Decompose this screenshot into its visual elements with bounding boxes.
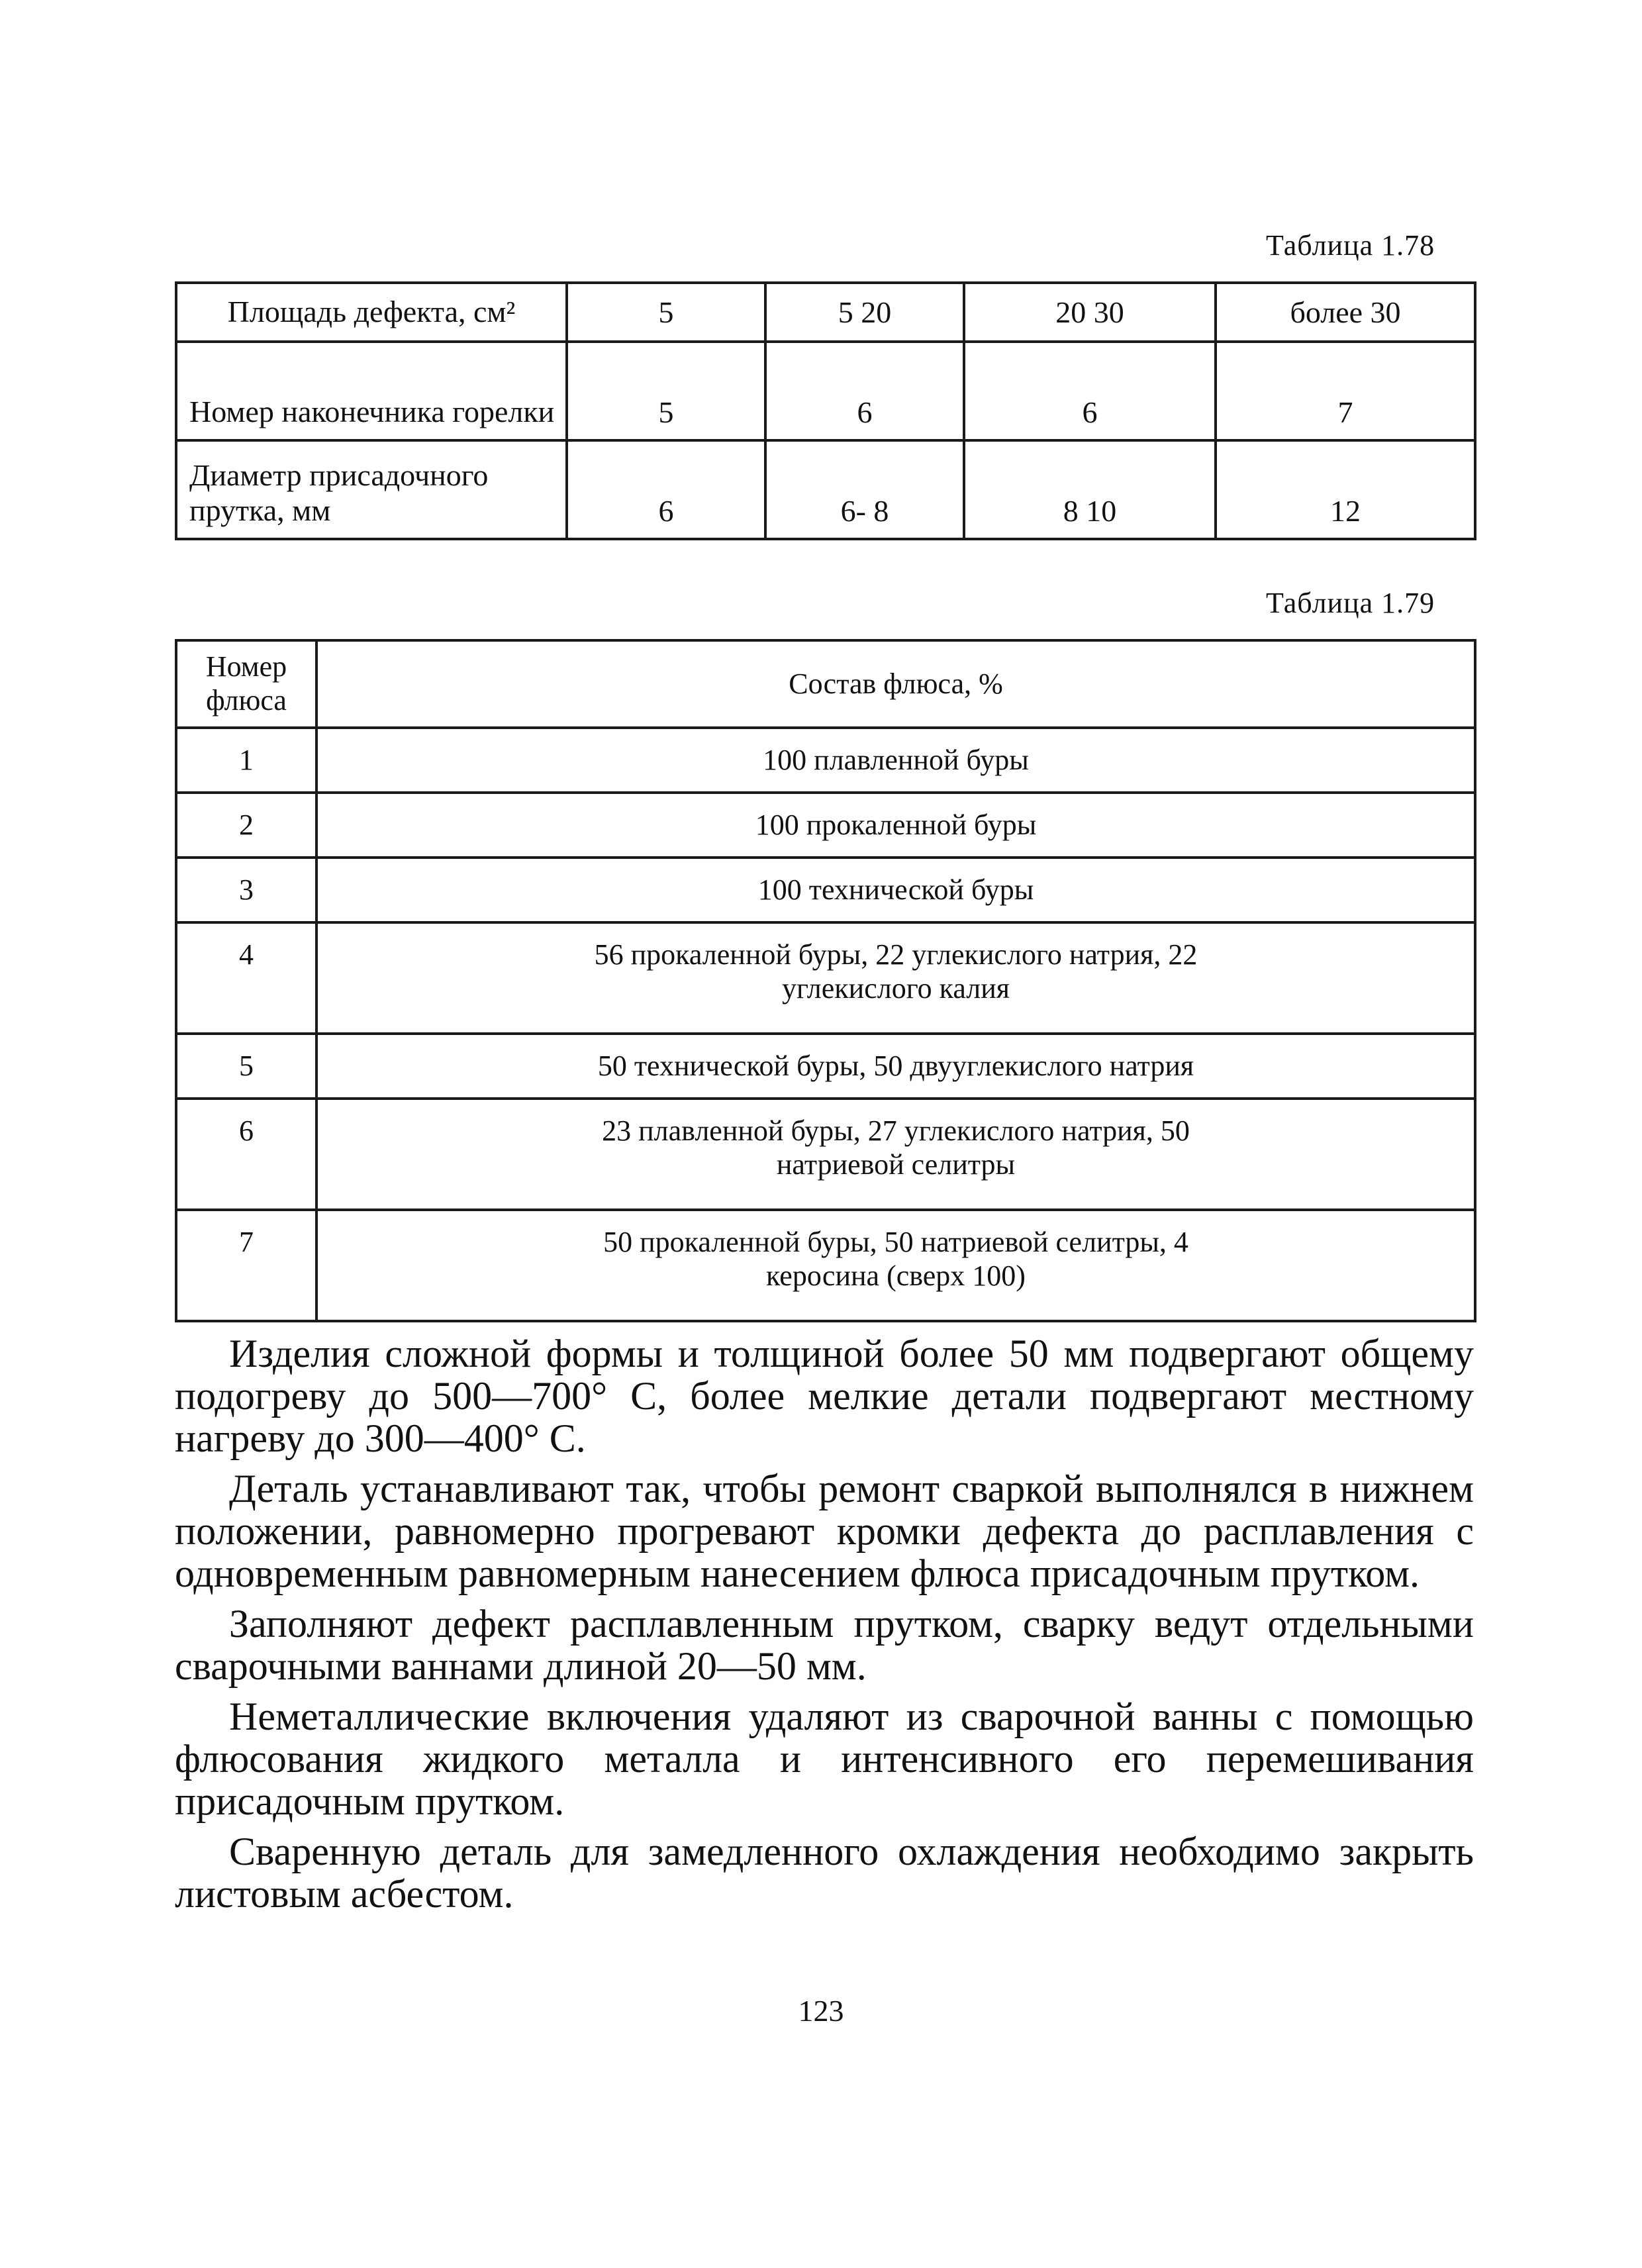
table-178-header-cell: 5: [567, 283, 765, 342]
page-number: 123: [798, 1994, 844, 2028]
table-178: [175, 281, 1476, 540]
table-178-cell: 12: [1216, 440, 1475, 539]
flux-number: 3: [176, 858, 316, 922]
table-179-header-row: [176, 640, 1475, 728]
table-179-row: [176, 728, 1475, 793]
flux-number: 4: [176, 922, 316, 1034]
table-178-row: [176, 342, 1475, 440]
table-178-caption: Таблица 1.78: [1266, 229, 1435, 262]
table-179-row: [176, 1034, 1475, 1099]
table-178-row-label: Диаметр присадочного прутка, мм: [176, 440, 567, 539]
table-179-row: [176, 1099, 1475, 1210]
flux-composition: 100 прокаленной буры: [316, 793, 1475, 858]
table-178-row-label: Номер наконечника горелки: [176, 342, 567, 440]
table-178-header-cell: Площадь дефекта, см²: [176, 283, 567, 342]
flux-composition: 56 прокаленной буры, 22 углекислого натрия, 22 углекислого калия: [316, 922, 1475, 1034]
table-179-row: [176, 1210, 1475, 1321]
table-178-row: [176, 440, 1475, 539]
table-178-header-row: [176, 283, 1475, 342]
flux-composition: 50 технической буры, 50 двууглекислого натрия: [316, 1034, 1475, 1099]
table-178-cell: 6- 8: [765, 440, 964, 539]
table-179-header-composition: Состав флюса, %: [316, 640, 1475, 728]
flux-number: 6: [176, 1099, 316, 1210]
paragraph: Неметаллические включения удаляют из сварочной ванны с помощью флюсования жидкого металла и интенсивного его перемешивания присадочным прутком.: [175, 1695, 1474, 1823]
flux-composition: 100 плавленной буры: [316, 728, 1475, 793]
table-178-header-cell: 20 30: [964, 283, 1216, 342]
flux-composition: 50 прокаленной буры, 50 натриевой селитры, 4 керосина (сверх 100): [316, 1210, 1475, 1321]
table-179-header-number: Номер флюса: [176, 640, 316, 728]
table-178-header-cell: более 30: [1216, 283, 1475, 342]
table-178-cell: 6: [567, 440, 765, 539]
table-178-cell: 6: [765, 342, 964, 440]
table-179-row: [176, 922, 1475, 1034]
body-text: [175, 1332, 1474, 1923]
flux-number: 7: [176, 1210, 316, 1321]
table-179-row: [176, 858, 1475, 922]
table-179-row: [176, 793, 1475, 858]
flux-number: 2: [176, 793, 316, 858]
table-178-cell: 5: [567, 342, 765, 440]
table-178-header-cell: 5 20: [765, 283, 964, 342]
flux-composition: 23 плавленной буры, 27 углекислого натрия, 50 натриевой селитры: [316, 1099, 1475, 1210]
flux-composition: 100 технической буры: [316, 858, 1475, 922]
flux-number: 1: [176, 728, 316, 793]
table-179: [175, 639, 1476, 1322]
paragraph: Сваренную деталь для замедленного охлаждения необходимо закрыть листовым асбестом.: [175, 1830, 1474, 1916]
table-178-cell: 6: [964, 342, 1216, 440]
table-178-cell: 7: [1216, 342, 1475, 440]
table-179-caption: Таблица 1.79: [1266, 587, 1435, 619]
flux-number: 5: [176, 1034, 316, 1099]
paragraph: Изделия сложной формы и толщиной более 50 мм подвергают общему подогреву до 500—700° С, более мелкие детали подвергают местному нагреву до 300—400° С.: [175, 1332, 1474, 1460]
table-178-cell: 8 10: [964, 440, 1216, 539]
paragraph: Заполняют дефект расплавленным прутком, сварку ведут отдельными сварочными ваннами длиной 20—50 мм.: [175, 1602, 1474, 1688]
paragraph: Деталь устанавливают так, чтобы ремонт сваркой выполнялся в нижнем положении, равномерно прогревают кромки дефекта до расплавления с одновременным равномерным нанесением флюса присадочным прутком.: [175, 1467, 1474, 1595]
